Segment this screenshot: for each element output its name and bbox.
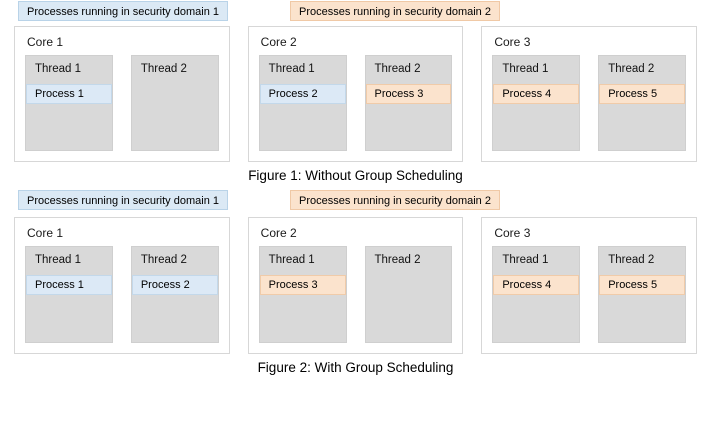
core-2-threads — [259, 246, 453, 343]
core-3-thread-2 — [598, 55, 686, 151]
figure-1-legend — [0, 0, 711, 22]
core-3-threads — [492, 246, 686, 343]
core-1-thread-1-process: Process 1 — [26, 275, 112, 295]
core-1-thread-2-title: Thread 2 — [140, 254, 187, 266]
core-2-thread-2 — [365, 246, 453, 343]
core-3-thread-1-title: Thread 1 — [502, 63, 549, 75]
core-2-thread-2-title: Thread 2 — [374, 63, 421, 75]
legend-domain-2: Processes running in security domain 2 — [290, 1, 500, 21]
core-2-thread-1-empty-slot — [260, 104, 346, 128]
core-3 — [481, 217, 697, 354]
core-2-thread-2-process-slot — [366, 275, 452, 295]
core-2 — [248, 26, 464, 162]
core-2-thread-2 — [365, 55, 453, 151]
core-3-thread-2-title: Thread 2 — [608, 63, 655, 75]
core-2-thread-2-empty-slot — [366, 295, 452, 319]
figure-2-cores — [0, 211, 711, 354]
core-3-thread-1-empty-slot — [493, 104, 579, 128]
legend-domain-1: Processes running in security domain 1 — [18, 190, 228, 210]
figure-2-legend — [0, 189, 711, 211]
core-3-thread-1-process: Process 4 — [493, 275, 579, 295]
core-1-threads — [25, 55, 219, 151]
core-1-thread-1-title: Thread 1 — [35, 63, 82, 75]
core-2 — [248, 217, 464, 354]
core-1-thread-2 — [131, 55, 219, 151]
core-3-thread-1-process: Process 4 — [493, 84, 579, 104]
core-2-thread-1-title: Thread 1 — [268, 254, 315, 266]
figure-2 — [0, 189, 711, 375]
core-3-thread-2-empty-slot — [599, 104, 685, 128]
core-3-thread-2-process: Process 5 — [599, 275, 685, 295]
core-1-thread-2-process-slot — [132, 84, 218, 104]
core-3-title: Core 3 — [494, 226, 531, 240]
core-2-thread-1-process: Process 2 — [260, 84, 346, 104]
core-2-title: Core 2 — [260, 35, 297, 49]
core-3-thread-1-empty-slot — [493, 295, 579, 319]
core-1-thread-1-empty-slot — [26, 104, 112, 128]
legend-domain-2: Processes running in security domain 2 — [290, 190, 500, 210]
core-1-thread-2-empty-slot — [132, 295, 218, 319]
core-3-thread-1-title: Thread 1 — [502, 254, 549, 266]
figure-1-cores — [0, 22, 711, 162]
core-2-thread-2-title: Thread 2 — [374, 254, 421, 266]
core-1-thread-1-process: Process 1 — [26, 84, 112, 104]
core-2-threads — [259, 55, 453, 151]
figure-2-caption: Figure 2: With Group Scheduling — [257, 360, 454, 375]
core-2-thread-2-empty-slot — [366, 104, 452, 128]
core-1-thread-2-title: Thread 2 — [140, 63, 187, 75]
core-1-thread-2 — [131, 246, 219, 343]
core-3-threads — [492, 55, 686, 151]
core-2-thread-1 — [259, 246, 347, 343]
core-3 — [481, 26, 697, 162]
core-1-title: Core 1 — [27, 226, 64, 240]
core-1-title: Core 1 — [27, 35, 64, 49]
core-3-title: Core 3 — [494, 35, 531, 49]
core-2-thread-1-process: Process 3 — [260, 275, 346, 295]
core-3-thread-2 — [598, 246, 686, 343]
core-1-thread-1 — [25, 55, 113, 151]
core-3-thread-2-process: Process 5 — [599, 84, 685, 104]
figure-1-caption: Figure 1: Without Group Scheduling — [248, 168, 463, 183]
core-2-thread-2-process: Process 3 — [366, 84, 452, 104]
core-1-thread-1-empty-slot — [26, 295, 112, 319]
core-2-thread-1 — [259, 55, 347, 151]
core-2-thread-1-empty-slot — [260, 295, 346, 319]
core-3-thread-1 — [492, 55, 580, 151]
core-3-thread-2-empty-slot — [599, 295, 685, 319]
core-1-thread-1-title: Thread 1 — [35, 254, 82, 266]
core-3-thread-1 — [492, 246, 580, 343]
legend-domain-1: Processes running in security domain 1 — [18, 1, 228, 21]
core-2-thread-1-title: Thread 1 — [268, 63, 315, 75]
core-1-thread-2-process: Process 2 — [132, 275, 218, 295]
core-2-title: Core 2 — [260, 226, 297, 240]
core-1-thread-1 — [25, 246, 113, 343]
figure-1 — [0, 0, 711, 183]
core-1-threads — [25, 246, 219, 343]
core-1 — [14, 26, 230, 162]
core-1 — [14, 217, 230, 354]
core-1-thread-2-empty-slot — [132, 104, 218, 128]
core-3-thread-2-title: Thread 2 — [608, 254, 655, 266]
